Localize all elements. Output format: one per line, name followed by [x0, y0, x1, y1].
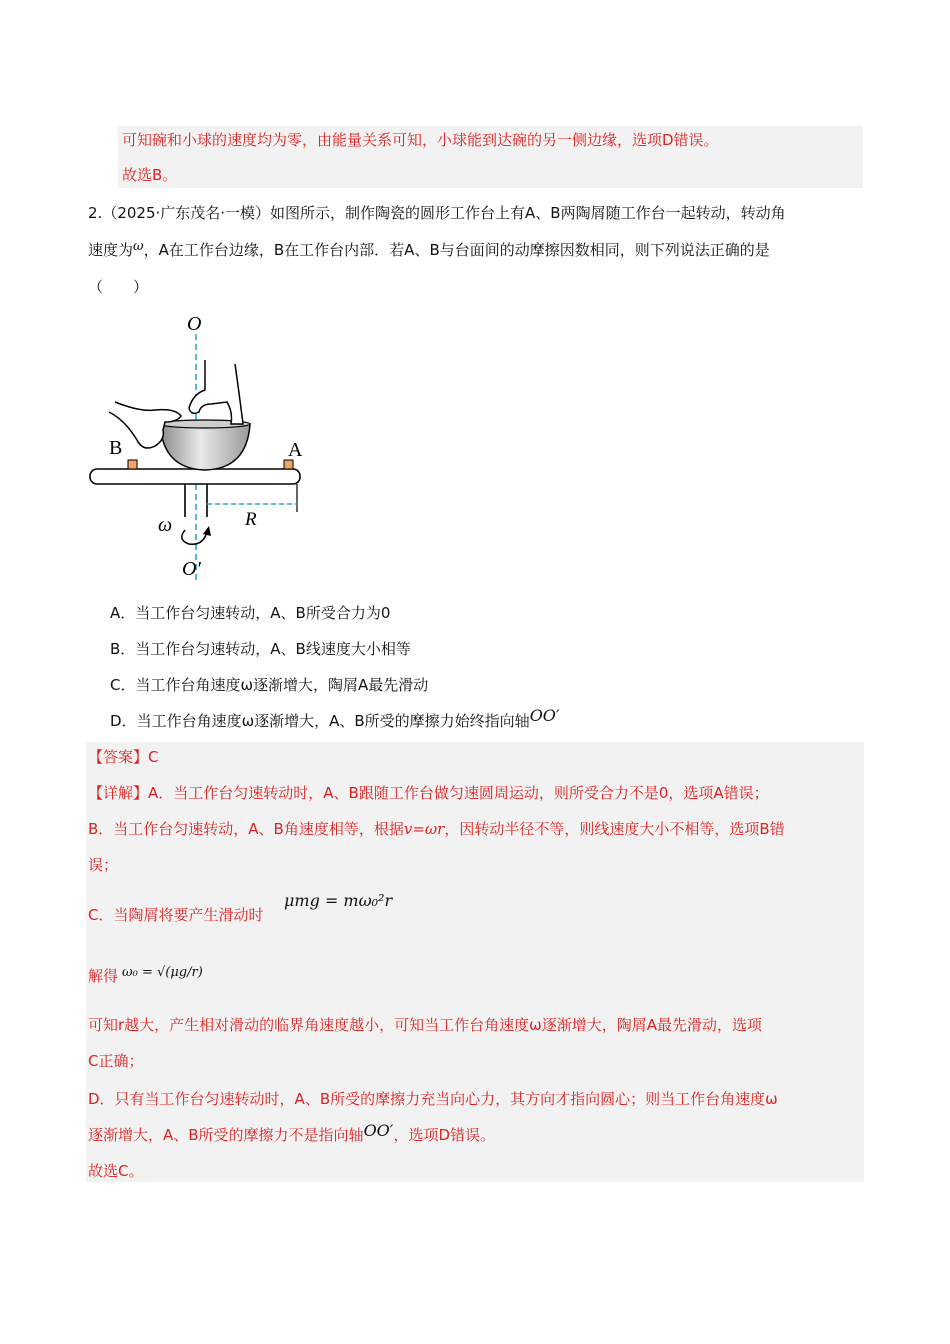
option-d — [110, 706, 560, 732]
detail-line-b1 — [88, 818, 785, 840]
detail-b-end: ，因转动半径不等，则线速度大小不相等，选项B错 — [444, 820, 785, 838]
detail-line-d1: D．只有当工作台匀速转动时，A、B所受的摩擦力充当向心力，其方向才指向圆心；则当工作台角速度ω — [88, 1090, 778, 1108]
option-d-letter: D． — [110, 712, 137, 730]
right-hand — [189, 360, 243, 424]
question-stem-1: 如图所示，制作陶瓷的圆形工作台上有A、B两陶屑随工作台一起转动，转动角 — [270, 204, 786, 222]
question-line-2 — [88, 239, 770, 263]
option-a-letter: A． — [110, 604, 136, 622]
option-c-letter: C． — [110, 676, 136, 694]
omega-symbol: ω — [133, 239, 144, 254]
detail-line-b2: 误； — [88, 856, 119, 874]
label-B: B — [109, 437, 123, 459]
option-c-text: 当工作台角速度ω逐渐增大，陶屑A最先滑动 — [135, 676, 429, 694]
detail-d-text-a: 逐渐增大，A、B所受的摩擦力不是指向轴 — [88, 1126, 364, 1144]
question-stem-2a: 速度为 — [88, 241, 134, 259]
option-d-text: 当工作台角速度ω逐渐增大，A、B所受的摩擦力始终指向轴 — [136, 712, 530, 730]
label-O: O — [187, 313, 202, 335]
question-source: （2025·广东茂名·一模） — [102, 204, 271, 222]
detail-line-c — [88, 904, 263, 926]
rotation-arrow — [182, 530, 207, 544]
final-answer: 故选C。 — [88, 1162, 144, 1180]
answer-label: 【答案】C — [88, 748, 159, 766]
option-a-text: 当工作台匀速转动，A、B所受合力为0 — [135, 604, 391, 622]
option-b-letter: B． — [110, 640, 136, 658]
detail-a-text: A．当工作台匀速转动时，A、B跟随工作台做匀速圆周运动，则所受合力不是0，选项A错误； — [148, 784, 769, 802]
option-b-text: 当工作台匀速转动，A、B线速度大小相等 — [135, 640, 411, 658]
block-B — [128, 460, 137, 469]
detail-label: 【详解】 — [88, 784, 149, 802]
option-a — [110, 602, 390, 624]
detail-d-axis: OO′ — [363, 1121, 394, 1140]
bowl — [160, 424, 250, 470]
detail-line-a — [88, 782, 769, 804]
solve-label: 解得 — [88, 967, 119, 985]
turntable-top — [90, 469, 300, 484]
velocity-formula: v=ωr — [403, 820, 445, 838]
option-d-axis: OO′ — [529, 706, 560, 725]
prev-solution-line-1: 可知碗和小球的速度均为零，由能量关系可知，小球能到达碗的另一侧边缘，选项D错误。 — [122, 131, 719, 149]
detail-c-conclusion-1: 可知r越大，产生相对滑动的临界角速度越小，可知当工作台角速度ω逐渐增大，陶屑A最先滑动，选项 — [88, 1016, 762, 1034]
critical-omega-formula: ω₀ = √(μg/r) — [122, 965, 203, 980]
option-b — [110, 638, 411, 660]
detail-c-text: C．当陶屑将要产生滑动时 — [88, 906, 264, 924]
pottery-wheel-figure — [85, 312, 325, 582]
detail-c-conclusion-2: C正确； — [88, 1052, 144, 1070]
question-number: 2. — [88, 204, 103, 222]
rotation-arrowhead — [203, 526, 211, 536]
block-A — [284, 460, 293, 469]
question-stem-2b: ，A在工作台边缘，B在工作台内部．若A、B与台面间的动摩擦因数相同，则下列说法正确的是 — [143, 241, 770, 259]
prev-solution-line-2: 故选B。 — [122, 166, 178, 184]
answer-blank: （ ） — [88, 278, 149, 296]
label-A: A — [288, 439, 303, 461]
option-c — [110, 674, 428, 696]
label-omega: ω — [158, 514, 173, 536]
label-O-prime: O′ — [182, 558, 201, 580]
friction-formula: μmg = mω₀²r — [284, 891, 393, 910]
question-line-1 — [88, 202, 786, 224]
label-R: R — [245, 509, 257, 530]
detail-line-d2 — [88, 1121, 495, 1146]
detail-d-text-b: ，选项D错误。 — [393, 1126, 495, 1144]
detail-b-text: B．当工作台匀速转动，A、B角速度相等，根据 — [88, 820, 404, 838]
